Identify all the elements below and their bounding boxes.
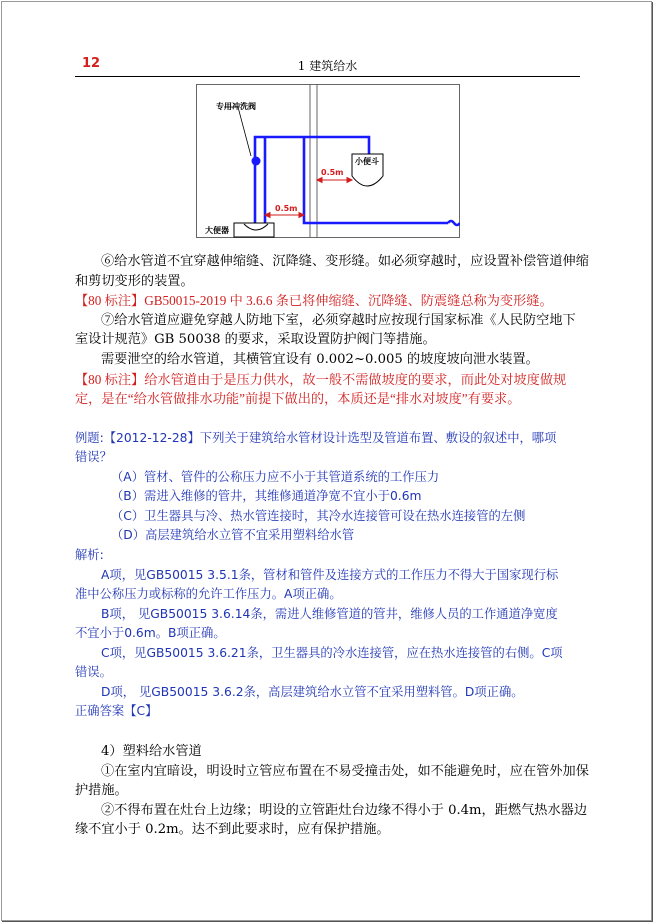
item7-line1: ⑦给水管道应避免穿越人防地下室，必须穿越时应按现行国家标准《人民防空地下 [101, 313, 576, 328]
option-a: （A）管材、管件的公称压力应不小于其管道系统的工作压力 [111, 470, 440, 484]
flush-valve-symbol [252, 157, 261, 166]
toilet-label: 大便器 [205, 226, 229, 235]
toilet-distance-label: 0.5m [275, 204, 298, 213]
annotation-note-2-line2: 定，是在“给水管做排水功能”前提下做出的，本质还是“排水对坡度”有要求。 [75, 391, 521, 406]
item7-line2: 室设计规范》GB 50038 的要求，采取设置防护阀门等措施。 [75, 332, 436, 347]
annotation-note-1: 【80 标注】GB50015-2019 中 3.6.6 条已将伸缩缝、沉降缝、防震缝总称为变形缝。 [75, 293, 553, 308]
upper-branch-pipe [255, 137, 369, 226]
analysis-c-line2: 错误。 [75, 665, 112, 679]
valve-leader-line [224, 107, 251, 156]
analysis-c-line1: C项，见GB50015 3.6.21条，卫生器具的冷水连接管，应在热水连接管的右侧。C项 [101, 646, 563, 660]
correct-answer: 正确答案【C】 [75, 704, 158, 718]
section4-p2-line1: ②不得布置在灶台上边缘；明设的立管距灶台边缘不得小于 0.4m，距燃气热水器边 [101, 803, 588, 818]
analysis-b-line2: 不宜小于0.6m。B项正确。 [75, 626, 226, 640]
option-c: （C）卫生器具与冷、热水管连接时，其冷水连接管可设在热水连接管的左侧 [111, 509, 526, 523]
analysis-b-line1: B项， 见GB50015 3.6.14条，需进人维修管道的管井，维修人员的工作通道净宽度 [101, 607, 558, 621]
example-question-line2: 错误？ [75, 450, 112, 464]
page-number: 12 [82, 56, 101, 71]
annotation-note-2-line1: 【80 标注】给水管道由于是压力供水，故一般不需做坡度的要求，而此处对坡度做规 [75, 372, 567, 387]
item6-line1: ⑥给水管道不宜穿越伸缩缝、沉降缝、变形缝。如必须穿越时，应设置补偿管道伸缩 [101, 254, 589, 269]
analysis-a-line1: A项，见GB50015 3.5.1条，管材和管件及连接方式的工作压力不得大于国家现行标 [101, 568, 559, 582]
option-d: （D）高层建筑给水立管不宜采用塑料给水管 [111, 528, 355, 542]
analysis-a-line2: 准中公称压力或标称的允许工作压力。A项正确。 [75, 587, 342, 601]
option-b: （B）需进入维修的管井，其维修通道净宽不宜小于0.6m [111, 489, 422, 503]
header-rule [75, 76, 580, 77]
page-header [75, 56, 580, 74]
analysis-label: 解析: [75, 548, 104, 562]
chapter-title: 1 建筑给水 [297, 59, 358, 73]
analysis-d-line1: D项， 见GB50015 3.6.2条，高层建筑给水立管不宜采用塑料管。D项正确。 [101, 685, 524, 699]
urinal-label: 小便斗 [355, 157, 379, 166]
plumbing-figure [196, 84, 460, 242]
section4-p1-line1: ①在室内宜暗设，明设时立管应布置在不易受撞击处，如不能避免时，应在管外加保 [101, 764, 589, 779]
section4-p2-line2: 缘不宜小于 0.2m。达不到此要求时，应有保护措施。 [75, 822, 390, 837]
section4-p1-line2: 护措施。 [75, 783, 128, 798]
pipe-end [448, 221, 460, 225]
flush-valve-label: 专用冲洗阀 [216, 102, 256, 111]
urinal-distance-label: 0.5m [321, 168, 344, 177]
section4-heading: 4）塑料给水管道 [101, 744, 202, 759]
item6-line2: 和剪切变形的装置。 [75, 274, 194, 289]
drain-slope-text: 需要泄空的给水管道，其横管宜设有 0.002~0.005 的坡度坡向泄水装置。 [101, 352, 539, 367]
example-question-line1: 例题:【2012-12-28】下列关于建筑给水管材设计选型及管道布置、敷设的叙述中，哪项 [75, 431, 557, 445]
